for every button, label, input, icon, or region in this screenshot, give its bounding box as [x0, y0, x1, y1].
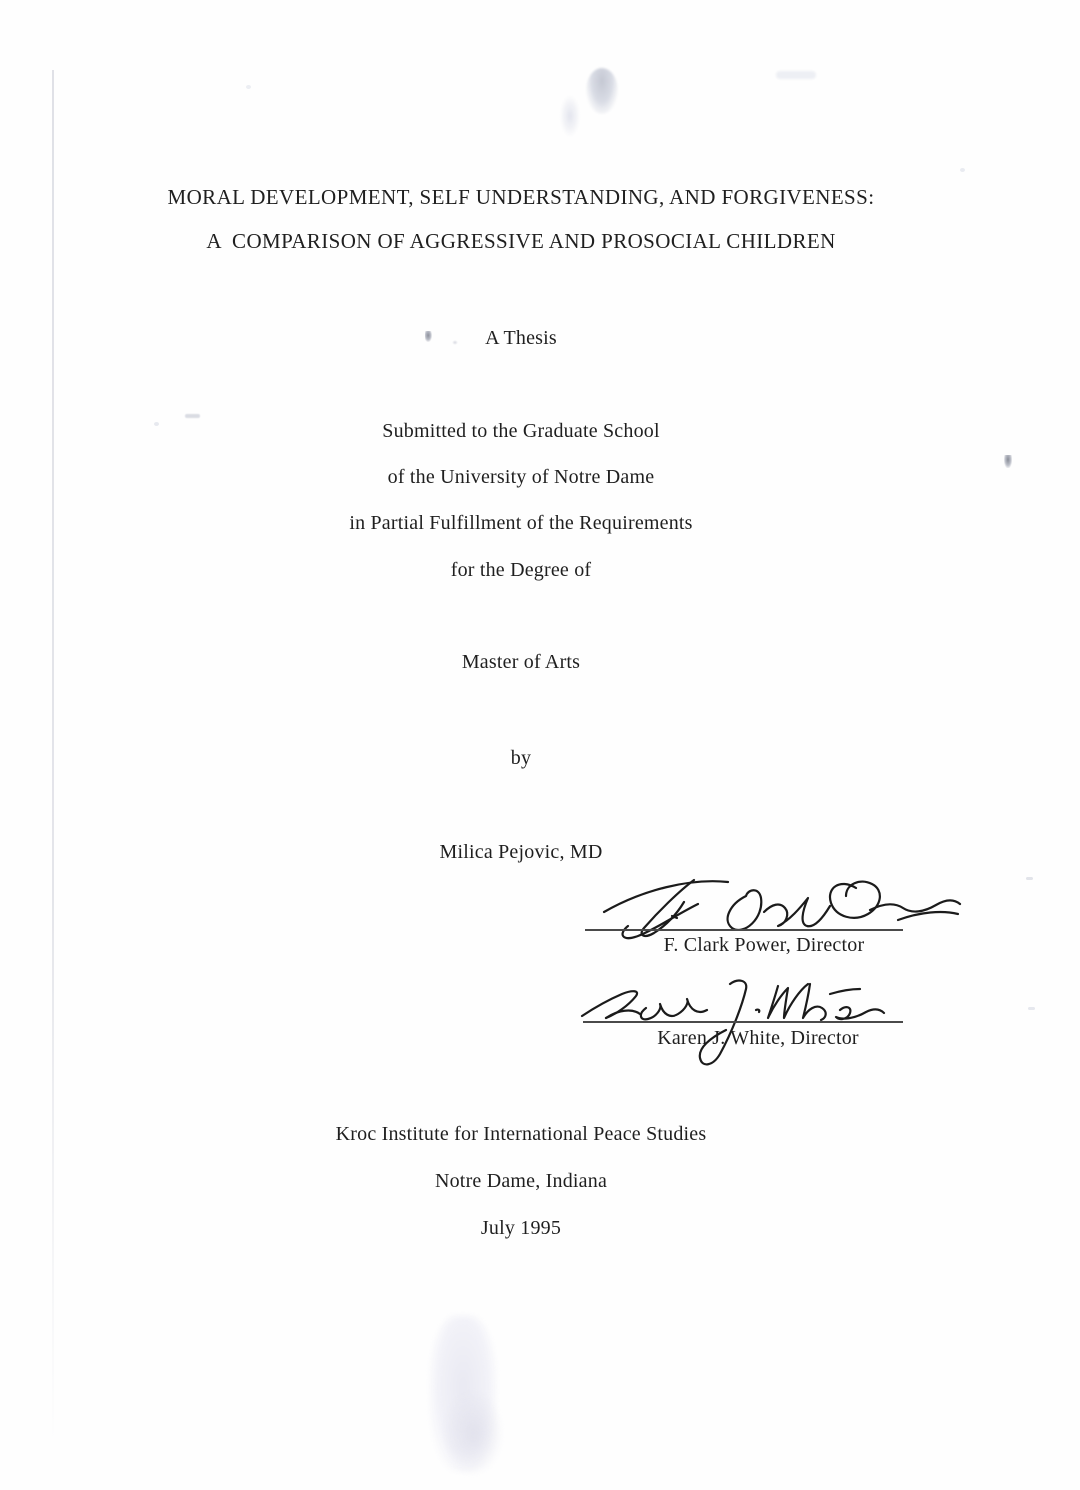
scan-speck	[1028, 1007, 1035, 1010]
author-name: Milica Pejovic, MD	[439, 841, 603, 863]
scan-speck	[185, 414, 200, 418]
degree-name: Master of Arts	[461, 651, 581, 673]
submission-line-3: in Partial Fulfillment of the Requirements	[349, 512, 693, 534]
thesis-title-line1: MORAL DEVELOPMENT, SELF UNDERSTANDING, AND FORGIVENESS:	[167, 185, 875, 209]
by-label: by	[510, 747, 532, 769]
scan-speck	[246, 85, 251, 89]
institute-name: Kroc Institute for International Peace Studies	[335, 1123, 707, 1145]
signature-line-2	[583, 1021, 903, 1023]
scan-speck	[960, 168, 965, 172]
scan-smudge-top	[586, 68, 618, 114]
director-name-2: Karen J. White, Director	[657, 1027, 859, 1049]
thesis-label: A Thesis	[485, 327, 557, 349]
institute-location: Notre Dame, Indiana	[434, 1170, 608, 1192]
signature-f-clark-power	[598, 854, 968, 940]
thesis-title-line2: A COMPARISON OF AGGRESSIVE AND PROSOCIAL CHILDREN	[206, 229, 836, 253]
scan-smudge-bottom	[430, 1316, 496, 1472]
scan-smudge-bottom-2	[444, 1392, 502, 1474]
director-name-1: F. Clark Power, Director	[663, 934, 865, 956]
publication-date: July 1995	[480, 1217, 562, 1239]
submission-line-2: of the University of Notre Dame	[387, 466, 655, 488]
submission-line-1: Submitted to the Graduate School	[382, 420, 660, 442]
scan-smudge-top-2	[560, 95, 580, 137]
signature-line-1	[585, 929, 903, 931]
submission-line-4: for the Degree of	[450, 559, 592, 581]
scan-smudge-dash	[776, 71, 816, 79]
scan-speck	[1026, 877, 1033, 880]
